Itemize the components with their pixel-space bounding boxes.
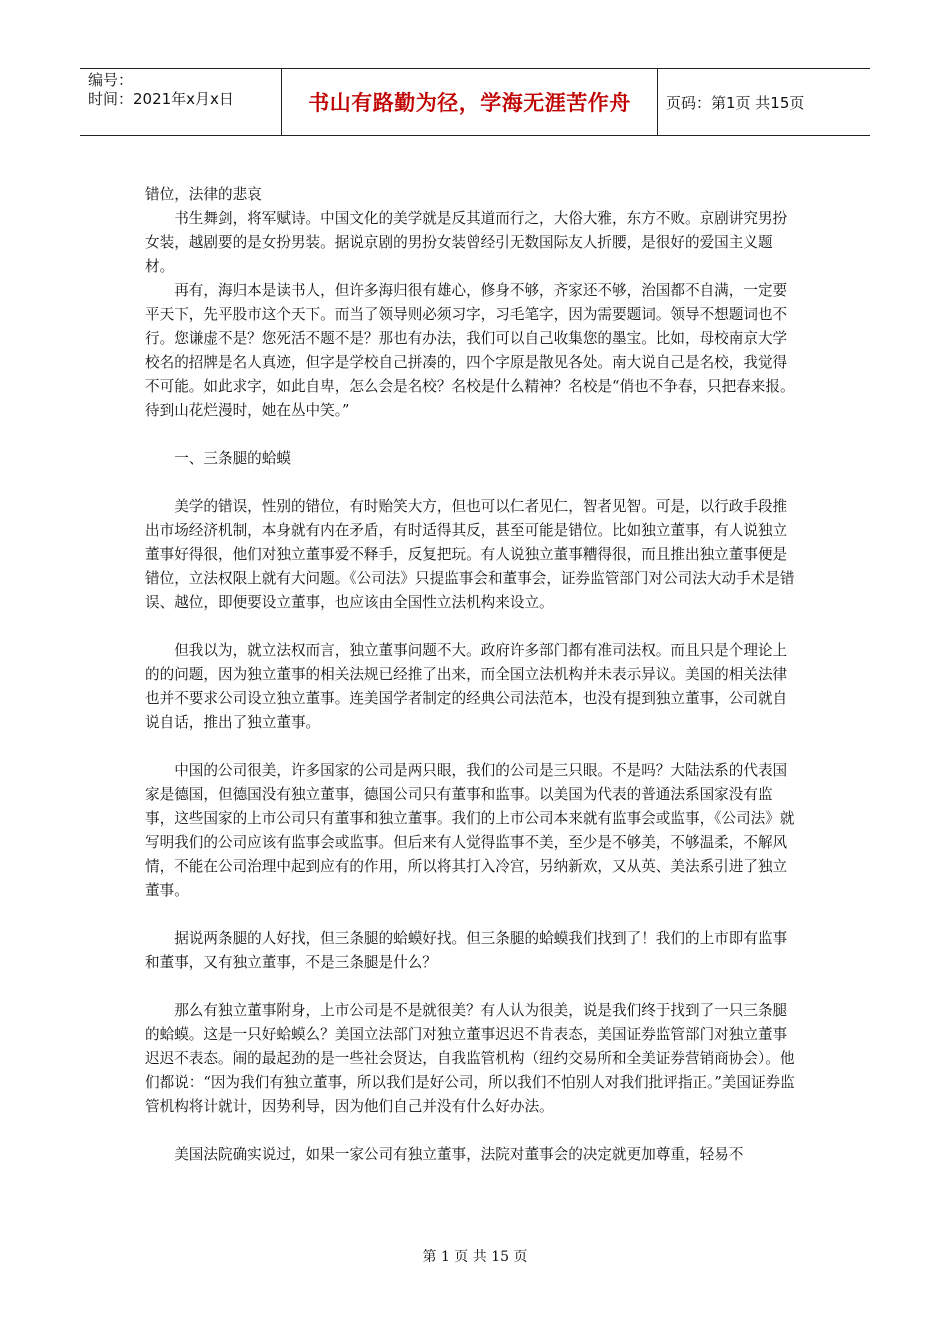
time-label: 时间：2021年x月x日 xyxy=(88,90,234,108)
paragraph: 美学的错误，性别的错位，有时贻笑大方，但也可以仁者见仁，智者见智。可是，以行政手段推出市场经济机制，本身就有内在矛盾，有时适得其反，甚至可能是错位。比如独立董事，有人说独立董事好得很，他们对独立董事爱不释手，反复把玩。有人说独立董事糟得很，而且推出独立董事便是错位，立法权限上就有大问题。《公司法》只提监事会和董事会，证券监管部门对公司法大动手术是错误、越位，即便要设立董事，也应该由全国性立法机构来设立。 xyxy=(145,498,795,611)
paragraph: 中国的公司很美，许多国家的公司是两只眼，我们的公司是三只眼。不是吗？大陆法系的代表国家是德国，但德国没有独立董事，德国公司只有董事和监事。以美国为代表的普通法系国家没有监事，这些国家的上市公司只有董事和独立董事。我们的上市公司本来就有监事会或监事，《公司法》就写明我们的公司应该有监事会或监事。但后来有人觉得监事不美，至少是不够美，不够温柔，不解风情，不能在公司治理中起到应有的作用，所以将其打入冷宫，另纳新欢，又从英、美法系引进了独立董事。 xyxy=(145,762,795,899)
page-header xyxy=(80,68,870,136)
number-label: 编号： xyxy=(88,71,134,89)
section-heading: 一、三条腿的蛤蟆 xyxy=(174,450,291,467)
header-meta-cell xyxy=(80,69,282,135)
paragraph: 据说两条腿的人好找，但三条腿的蛤蟆好找。但三条腿的蛤蟆我们找到了！我们的上市即有监事和董事，又有独立董事，不是三条腿是什么？ xyxy=(145,930,788,971)
header-slogan: 书山有路勤为径，学海无涯苦作舟 xyxy=(282,69,658,135)
paragraph: 书生舞剑，将军赋诗。中国文化的美学就是反其道而行之，大俗大雅，东方不败。京剧讲究男扮女装，越剧要的是女扮男装。据说京剧的男扮女装曾经引无数国际友人折腰，是很好的爱国主义题材。 xyxy=(145,210,788,275)
document-body xyxy=(145,183,800,1167)
header-page-info: 页码：第1页 共15页 xyxy=(666,93,805,112)
page-footer: 第 1 页 共 15 页 xyxy=(422,1249,528,1265)
paragraph: 但我以为，就立法权而言，独立董事问题不大。政府许多部门都有准司法权。而且只是个理论上的的问题，因为独立董事的相关法规已经推了出来，而全国立法机构并未表示异议。美国的相关法律也并不要求公司设立独立董事。连美国学者制定的经典公司法范本，也没有提到独立董事，公司就自说自话，推出了独立董事。 xyxy=(145,642,788,731)
paragraph: 美国法院确实说过，如果一家公司有独立董事，法院对董事会的决定就更加尊重，轻易不 xyxy=(174,1146,744,1163)
document-title: 错位，法律的悲哀 xyxy=(145,186,262,203)
paragraph: 再有，海归本是读书人，但许多海归很有雄心，修身不够，齐家还不够，治国都不自满，一定要平天下，先平股市这个天下。而当了领导则必须习字，习毛笔字，因为需要题词。领导不想题词也不行。您谦虚不是？您死活不题不是？那也有办法，我们可以自己收集您的墨宝。比如，母校南京大学校名的招牌是名人真迹，但字是学校自己拼凑的，四个字原是散见各处。南大说自己是名校，我觉得不可能。如此求字，如此自卑，怎么会是名校？名校是什么精神？名校是“俏也不争春，只把春来报。待到山花烂漫时，她在丛中笑。” xyxy=(145,282,795,419)
paragraph: 那么有独立董事附身，上市公司是不是就很美？有人认为很美，说是我们终于找到了一只三条腿的蛤蟆。这是一只好蛤蟆么？美国立法部门对独立董事迟迟不肯表态，美国证券监管部门对独立董事迟迟不表态。闹的最起劲的是一些社会贤达，自我监管机构（纽约交易所和全美证券营销商协会）。他们都说：“因为我们有独立董事，所以我们是好公司，所以我们不怕别人对我们批评指正。”美国证券监管机构将计就计，因势利导，因为他们自己并没有什么好办法。 xyxy=(145,1002,795,1115)
